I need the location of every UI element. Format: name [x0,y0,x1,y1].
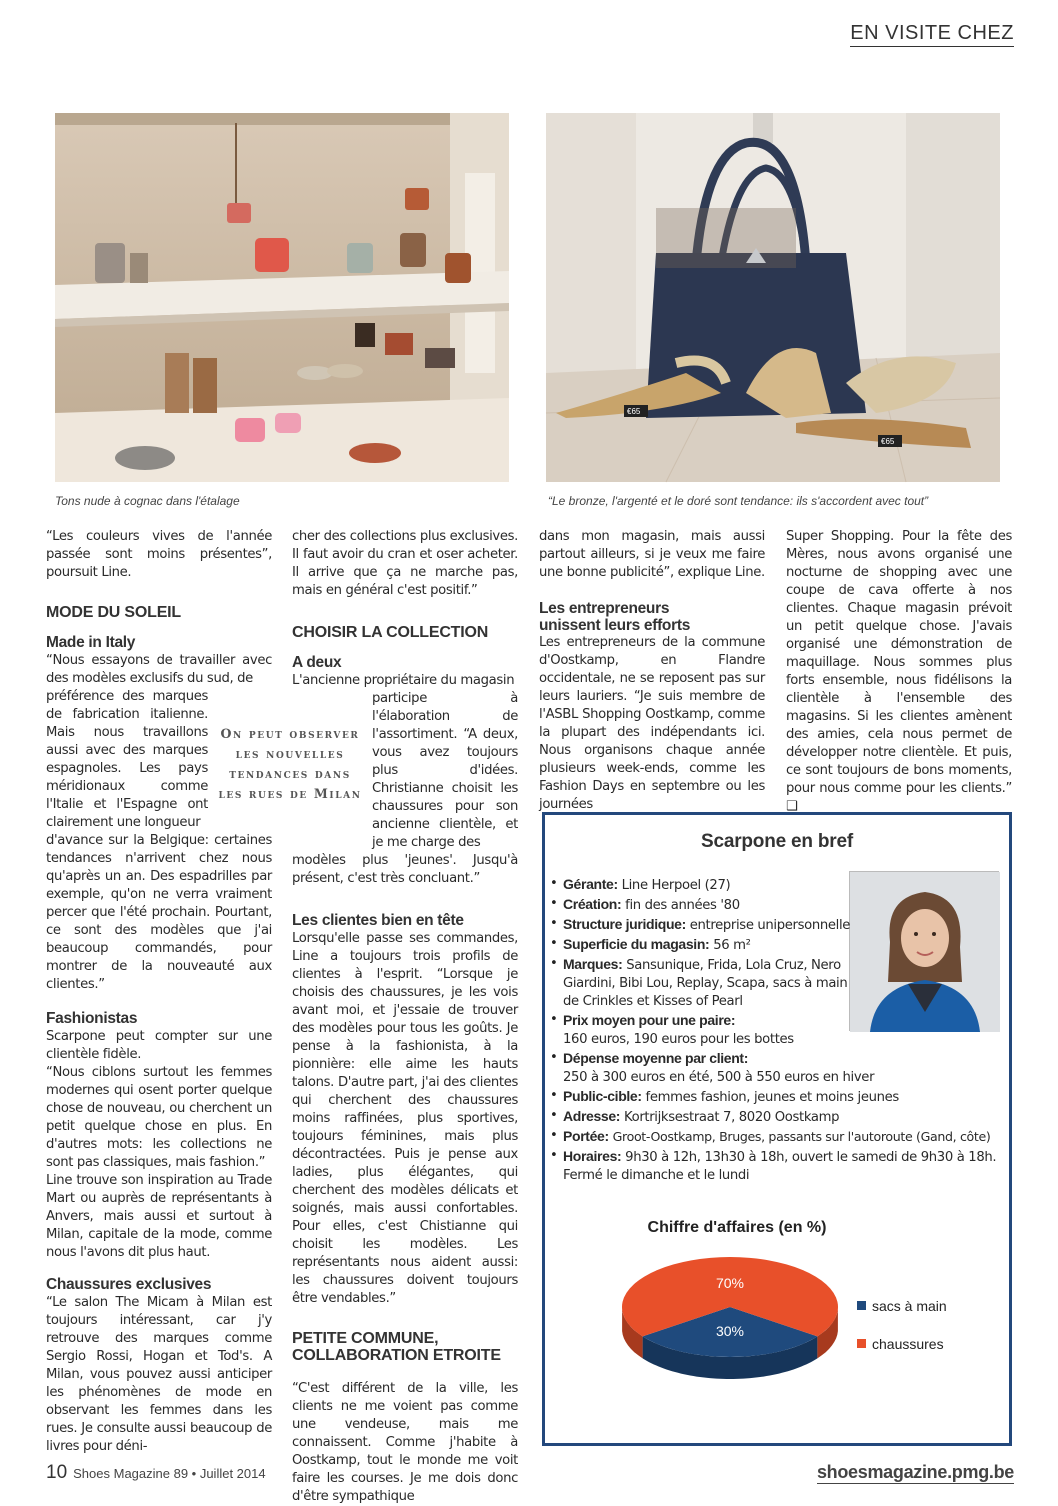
heading-entrepreneurs: Les entrepreneurs unissent leurs efforts [539,600,691,634]
footer-website[interactable]: shoesmagazine.pmg.be [816,1462,1014,1482]
heading-choisir-la-collection: CHOISIR LA COLLECTION [292,624,489,641]
revenue-pie-chart [615,1245,845,1395]
col2-continuation: cher des collections plus exclusives. Il faut avoir du cran et oser acheter. Il arrive que ça ne marche pas, mais en général c'est positif.” [292,529,518,598]
fact-structure: • Structure juridique: entreprise unipersonnelle [550,915,1010,935]
adeux-paragraph-narrow: participe à l'élaboration de l'assortiment. “A deux, vous avez toujours plus d'idées. Christianne choisit les chaussures pour son ancienne clientèle, et je me charge des [372,691,518,850]
heading-fashionistas: Fashionistas [46,1010,138,1027]
section-tag: EN VISITE CHEZ [850,22,1014,47]
legend-item-sacs: sacs à main [857,1298,947,1314]
legend-swatch-chaussures [857,1339,866,1348]
heading-made-in-italy: Made in Italy [46,634,136,651]
column-2 [292,528,518,1506]
facts-list [550,875,1010,1185]
italy-paragraph-2: d'avance sur la Belgique: certaines tendances n'arrivent chez nous qu'après un an. Des espadrilles par exemple, qu'on ne verra vraiment percer que l'été prochain. Pourtant, ce sont des modèles que j'ai beaucoup commandés, pour montrer de la nouveauté aux clientes.” [46,833,272,992]
fact-gerante: • Gérante: Line Herpoel (27) [550,875,1010,895]
heading-petite-commune: PETITE COMMUNE, COLLABORATION ETROITE [292,1330,501,1364]
price-tag-right: €65 [881,437,895,446]
heading-clientes-bien-en-tete: Les clientes bien en tête [292,912,464,929]
handbag-sandals-photo [546,113,1000,482]
heading-mode-du-soleil: MODE DU SOLEIL [46,604,181,621]
col3-continuation: dans mon magasin, mais aussi partout ailleurs, si je veux me faire une bonne publicité”, explique Line. [539,529,765,580]
petite-paragraph: “C'est différent de la ville, les clients ne me voient pas comme une vendeuse, mais me connaissent. Comme j'habite à Oostkamp, tout le monde me voit faire les courses. Je me dois donc d'être sympathique [292,1381,518,1504]
fact-creation: • Création: fin des années '80 [550,895,1010,915]
column-1 [46,528,272,1456]
fact-adresse: • Adresse: Kortrijksestraat 7, 8020 Oostkamp [550,1107,1010,1127]
adeux-paragraph-2: modèles plus 'jeunes'. Jusqu'à présent, c'est très concluant.” [292,853,518,886]
info-box-title: Scarpone en bref [700,831,853,852]
shop-window-photo [55,113,509,482]
right-photo-caption: “Le bronze, l'argenté et le doré sont tendance: ils s'accordent avec tout” [548,494,929,508]
fashion-paragraph-3: Line trouve son inspiration au Trade Mart ou auprès de représentants à Anvers, mais aussi et surtout à Milan, capitale de la mode, comme nous l'avons dit plus haut. [46,1173,272,1260]
pull-quote: On peut observer les nouvelles tendances dans les rues de Milan [218,726,362,801]
left-photo-caption: Tons nude à cognac dans l'étalage [55,494,240,508]
fact-superficie: • Superficie du magasin: 56 m² [550,935,1010,955]
fact-marques: • Marques: Sansunique, Frida, Lola Cruz, Nero Giardini, Bibi Lou, Replay, Scapa, sacs à main de Crinkles et Kisses of Pearl [550,955,850,1011]
page-number: 10 [46,1462,68,1483]
chart-legend [857,1298,947,1352]
heading-a-deux: A deux [292,654,342,671]
pie-label-0: 30% [715,1323,745,1339]
legend-swatch-sacs [857,1301,866,1310]
adeux-paragraph-1: L'ancienne propriétaire du magasin [292,673,515,688]
pie-label-1: 70% [715,1275,745,1291]
fact-horaires: • Horaires: 9h30 à 12h, 13h30 à 18h, ouvert le samedi de 9h30 à 18h. Fermé le dimanche et le lundi [550,1147,1010,1185]
price-tag-left: €65 [627,407,641,416]
end-mark: ❑ [786,799,798,814]
footer-page-info [46,1462,266,1484]
fact-prix-moyen: • Prix moyen pour une paire: 160 euros, 190 euros pour les bottes [550,1011,850,1049]
intro-paragraph: “Les couleurs vives de l'année passée sont moins présentes”, poursuit Line. [46,529,272,580]
fashion-paragraph-2: “Nous ciblons surtout les femmes modernes qui osent porter quelque chose de nouveau, ou cherchent un petit quelque chose en plus. En d'autres mots: les collections ne sont pas classiques, mais fashion.” [46,1065,272,1170]
fashion-paragraph-1: Scarpone peut compter sur une clientèle fidèle. [46,1029,272,1062]
fact-depense: • Dépense moyenne par client: 250 à 300 euros en été, 500 à 550 euros en hiver [550,1049,1010,1087]
issue-info: Shoes Magazine 89 • Juillet 2014 [73,1466,266,1481]
scarpone-info-box [542,812,1012,1446]
chart-title: Chiffre d'affaires (en %) [647,1219,827,1236]
col4-continuation: Super Shopping. Pour la fête des Mères, nous avons organisé une nocturne de shopping avec une coupe de cava offerte à nos clientes. Chaque magasin prévoit un petit quelque chose. J'avais organisé une démonstration de maquillage. Nous sommes plus forts ensemble, nous fidélisons la clientèle à l'ensemble des magasins. Si les clientes amènent des amies, cela nous permet de développer notre clientèle. Et puis, ce sont toujours de bons moments, pour nous comme pour les clients.” ❑ [786,529,1012,814]
column-3 [539,528,765,814]
italy-paragraph-narrow: préférence des marques de fabrication italienne. Mais nous travaillons aussi avec des marques espagnoles. Les pays méridionaux comme l'Italie et l'Espagne ont clairement une longueur [46,689,208,830]
italy-paragraph-1: “Nous essayons de travailler avec des modèles exclusifs du sud, de [46,653,272,686]
fact-portee: • Portée: Groot-Oostkamp, Bruges, passants sur l'autoroute (Gand, côte) [550,1127,1010,1147]
column-4 [786,528,1012,816]
fact-public-cible: • Public-cible: femmes fashion, jeunes et moins jeunes [550,1087,1010,1107]
exclusive-paragraph: “Le salon The Micam à Milan est toujours intéressant, car j'y retrouve des marques comme Sergio Rossi, Hogan et Tod's. A Milan, vous pouvez aussi anticiper les phénomènes de mode en observant les femmes dans les rues. Je consulte aussi beaucoup de livres pour déni- [46,1295,272,1454]
legend-item-chaussures: chaussures [857,1336,947,1352]
heading-chaussures-exclusives: Chaussures exclusives [46,1276,212,1293]
entrepreneurs-paragraph: Les entrepreneurs de la commune d'Oostkamp, en Flandre occidentale, ne se reposent pas sur leurs lauriers. “Je suis membre de l'ASBL Shopping Oostkamp, comme la plupart des indépendants ici. Nous organisons chaque année plusieurs week-ends, comme les Fashion Days en septembre ou les journées [539,635,765,812]
clientes-paragraph: Lorsqu'elle passe ses commandes, Line a toujours trois profils de clientes à l'esprit. “Lorsque je choisis des chaussures, je les vois avant moi, et j'essaie de trouver des modèles pour tous les goûts. Je pense à la fashionista, à la pionnière: elle aime les hauts talons. D'autre part, j'ai des clientes qui cherchent des chaussures moins raffinées, plus sportives, toujours féminines, mais plus décontractées. Puis je pense aux ladies, plus élégantes, qui cherchent des modèles délicats et soignés, mais aussi confortables. Pour elles, c'est Chistianne qui choisit les modèles. Les représentants nous aident aussi: les chaussures doivent toujours être vendables.” [292,931,518,1306]
